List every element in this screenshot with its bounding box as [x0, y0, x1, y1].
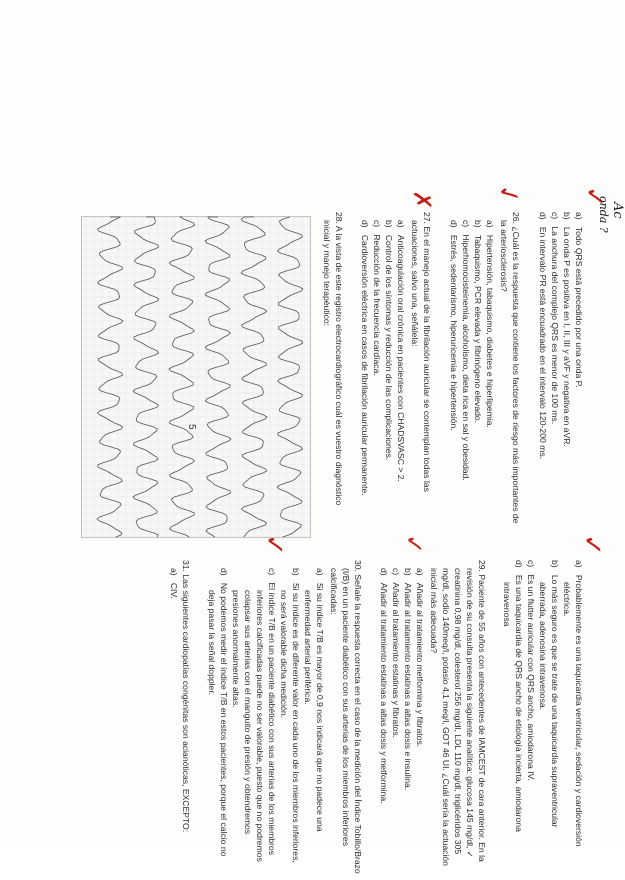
- margin-note-line2: onda ?: [597, 196, 610, 233]
- q30-option-a-line2: enfermedad arterial periférica.: [303, 590, 313, 705]
- q27-option-a: a) Anticoagulación oral crónica en pacientes con CHADSVASC > 2.: [396, 220, 406, 482]
- q26-stem-line2: la arteriosclerosis?: [499, 220, 509, 292]
- q29-option-a: a) Añadir al tratamiento metformina y fibratos.: [415, 568, 425, 748]
- q26-option-a: a) Hipertensión, tabaquismo, diabetes e hiperlipemia.: [485, 220, 495, 428]
- left-column: [0, 179, 625, 542]
- q30-option-c-line4: presiones anormalmente altas.: [231, 590, 241, 708]
- red-check-q30-icon: ✓: [259, 534, 289, 556]
- q30-option-b-line2: no será valorable dicha medición.: [279, 590, 289, 719]
- red-check-q26-icon: ✓: [490, 179, 526, 210]
- q30-stem-line1: 30. Señale la respuesta correcta en el caso de la medición del Índice Tobillo/Brazo: [353, 560, 363, 874]
- q31-option-a: a) CIV.: [169, 568, 179, 599]
- page-number: 5: [186, 424, 197, 430]
- q28-option-d-line2: intravenosa: [502, 582, 512, 627]
- q30-option-b-line1: b) Si su índice es de diferente valor en cada uno de los miembros inferiores,: [291, 568, 301, 863]
- q26-option-b: b) Tabaquismo, PCR elevada y fibrinógeno elevado.: [473, 220, 483, 424]
- q29-option-c: c) Añadir al tratamiento estatinas y fibratos.: [391, 568, 401, 739]
- q26-option-d: d) Estrés, sedentarismo, hiperuricemia e hipertensión.: [449, 220, 459, 431]
- q28-option-a-line2: eléctrica.: [562, 582, 572, 617]
- q30-stem-line2: (I/B) en un paciente diabético con sus arterias de los miembros inferiores: [341, 568, 351, 847]
- q29-stem-line4: mg/dl, sodio 140meq/l, potasio 4,1 meq/l, GOT 46 UI. ¿Cuál sería la actuación: [441, 568, 451, 866]
- q28-stem-line2: inicial y manejo terapéutico:: [322, 220, 332, 327]
- q31-stem-line1: 31. Las siguientes cardiopatías congénitas son acianóticas, EXCEPTO:: [181, 560, 191, 833]
- q30-stem-line3: calcificadas:: [329, 568, 339, 615]
- red-mark-q29-icon: ✓: [400, 534, 428, 555]
- q27-option-b: b) Control de los síntomas y reducción de las complicaciones.: [384, 220, 394, 461]
- q27-stem-line1: 27. En el manejo actual de la fibrilación auricular se contemplan todas las: [422, 212, 432, 492]
- q30-option-d-line1: d) No podemos medir el índice T/B en estos pacientes, porque el calcio no: [219, 568, 229, 857]
- q27-option-c: c) Reducción de la frecuencia cardíaca.: [372, 220, 382, 376]
- q29-option-d: d) Añadir al tratamiento estatinas a altas dosis y metformina.: [379, 568, 389, 804]
- intro-option-d: d) En intervalo PR está encuadrado en el intervalo 120-200 ms.: [538, 212, 548, 459]
- q29-stem-line5: inicial más adecuada?: [429, 568, 439, 654]
- intro-option-b: b) La onda P es positiva en I, II, III y aVF y negativa en aVR.: [562, 212, 572, 447]
- q30-option-c-line3: colapsar sus arterias con el manguito de presión y obtendremos: [243, 590, 253, 835]
- q30-option-d-line2: deja pasar la señal doppler.: [207, 590, 217, 696]
- q30-option-a-line1: a) Si su índice T/B es mayor de 0,9 nos indicará que no padece una: [315, 568, 325, 832]
- q29-stem-line3: creatinina 0,98 mg/dl, colesterol 256 mg/dl, LDL 110 mg/dl, triglicéridos 305: [453, 568, 463, 855]
- q30-option-c-line2: inferiores calcificadas puede no ser valorable, puesto que no podremos: [255, 590, 265, 862]
- red-cross-q27-icon: ✗: [408, 190, 436, 211]
- intro-option-c: c) La anchura del complejo QRS es menor de 100 ms.: [550, 212, 560, 425]
- q29-option-b: b) Añadir al tratamiento estatinas a altas dosis e insulina.: [403, 568, 413, 791]
- q30-option-c-line1: c) El índice T/B en un paciente diabético con sus arterias de los miembros: [267, 568, 277, 855]
- q28-stem-line1: 28. A la vista de este registro electrocardiográfico cuál es vuestro diagnóstico: [334, 212, 344, 506]
- q26-stem-line1: 26. ¿Cuál es la respuesta que contiene los factores de riesgo más importantes de: [511, 212, 521, 524]
- q28-option-c: c) Es un flutter auricular con QRS ancho, amiodarona IV.: [526, 560, 536, 781]
- ecg-tracing: [82, 217, 310, 537]
- right-column: [0, 424, 617, 880]
- q29-stem-line2: revisión de su consulta presenta la siguiente analítica: glucosa 145 mg/dl, ✓: [465, 568, 475, 859]
- q27-stem-line2: actuaciones, salvo una, señálela:: [410, 220, 420, 347]
- margin-note-line1: Ac: [610, 202, 625, 219]
- red-mark-intro-icon: ✓: [579, 186, 609, 208]
- red-check-q28-icon: ✓: [577, 534, 607, 556]
- q27-option-d: d) Cardioversión eléctrica en casos de fibrilación auricular permanente.: [360, 220, 370, 496]
- q28-option-b-line1: b) Lo más seguro es que se trate de una taquicardia supraventricular: [550, 560, 560, 828]
- q28-option-d-line1: d) Es una taquicardia de QRS ancho de etiología incierta, amiodarona: [514, 560, 524, 832]
- q29-stem-line1: 29. Paciente de 55 años con antecedentes de IAMCEST de cara anterior. En la: [477, 560, 487, 862]
- q26-option-c: c) Hiperhomocisteinemia, alcoholismo, dieta rica en sal y obesidad.: [461, 220, 471, 481]
- intro-option-a: a) Todo QRS está precedido por una onda P.: [574, 212, 584, 388]
- ecg-strip-image: [81, 216, 311, 538]
- q28-option-a-line1: a) Probablemente es una taquicardia ventricular, sedación y cardioversión: [574, 560, 584, 847]
- q28-option-b-line2: aberrada, adenosina intravenosa.: [538, 582, 548, 711]
